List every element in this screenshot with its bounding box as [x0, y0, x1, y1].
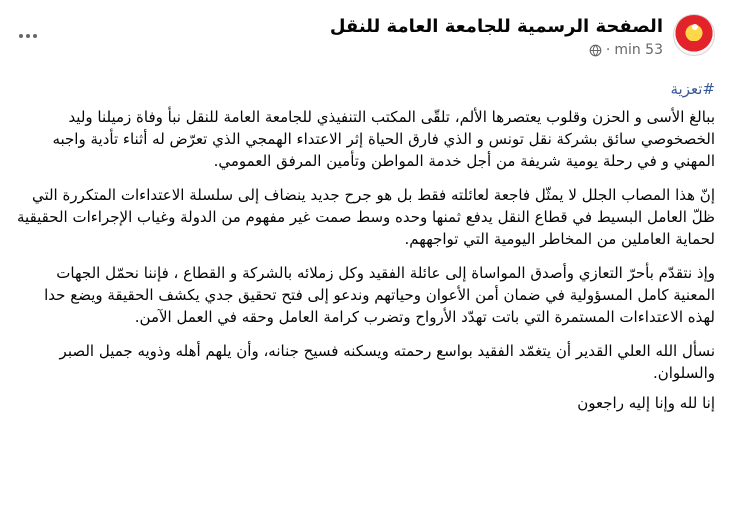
post-time[interactable]: 53 min: [614, 42, 663, 58]
post-paragraph-5: إنا لله وإنا إليه راجعون: [577, 394, 715, 412]
meta-separator: ·: [605, 42, 611, 58]
page-avatar[interactable]: [673, 14, 715, 56]
page-name-link[interactable]: الصفحة الرسمية للجامعة العامة للنقل: [329, 16, 663, 37]
post-paragraph-1: ببالغ الأسى و الحزن وقلوب يعتصرها الألم، تلقّى المكتب التنفيذي للجامعة العامة للنقل نبأ وفاة زميلنا وليد الخصخوصي سائق بشركة نقل تونس و الذي فارق الحياة إثر الاعتداء الهمجي الذي تعرّض له أثناء تأدية واجبه المهني و في رحلة يومية شريفة من أجل خدمة المواطن وتأمين المرفق العمومي.: [52, 108, 715, 170]
post-paragraph-4: نسأل الله العلي القدير أن يتغمّد الفقيد بواسع رحمته ويسكنه فسيح جنانه، وأن يلهم أهله وذويه جميل الصبر والسلوان.: [59, 342, 715, 382]
more-dot-icon: [19, 34, 23, 38]
logo-band-icon: [681, 41, 707, 47]
logo-dot-icon: [692, 24, 698, 30]
more-dot-icon: [33, 34, 37, 38]
more-options-button[interactable]: [14, 22, 42, 50]
more-dot-icon: [26, 34, 30, 38]
hashtag-link[interactable]: #تعزية: [670, 80, 715, 98]
globe-icon: [589, 44, 602, 57]
post-paragraph-2: إنّ هذا المصاب الجلل لا يمثّل فاجعة لعائلته فقط بل هو جرح جديد ينضاف إلى سلسلة الاعتداءات المتكررة التي ظلّ العامل البسيط في قطاع النقل يدفع ثمنها وحده وسط صمت غير مفهوم من الدولة وغياب الإجراءات الحقيقية لحماية العاملين من المخاطر اليومية التي تواجههم.: [17, 186, 715, 248]
post-body: [14, 78, 715, 426]
post-paragraph-3: وإذ نتقدّم بأحرّ التعازي وأصدق المواساة إلى عائلة الفقيد وكل زملائه بالشركة و القطاع ، فإننا نحمّل الجهات المعنية كامل المسؤولية في ضمان أمن الأعوان وحياتهم وندعو إلى فتح تحقيق جدي يكشف الحقيقة ويضع حدا لهذه الاعتداءات المستمرة التي باتت تهدّد الأرواح وتضرب كرامة العامل وحقه في العمل الآمن.: [44, 264, 715, 326]
post-header: [14, 14, 715, 66]
post-meta: [589, 42, 663, 58]
